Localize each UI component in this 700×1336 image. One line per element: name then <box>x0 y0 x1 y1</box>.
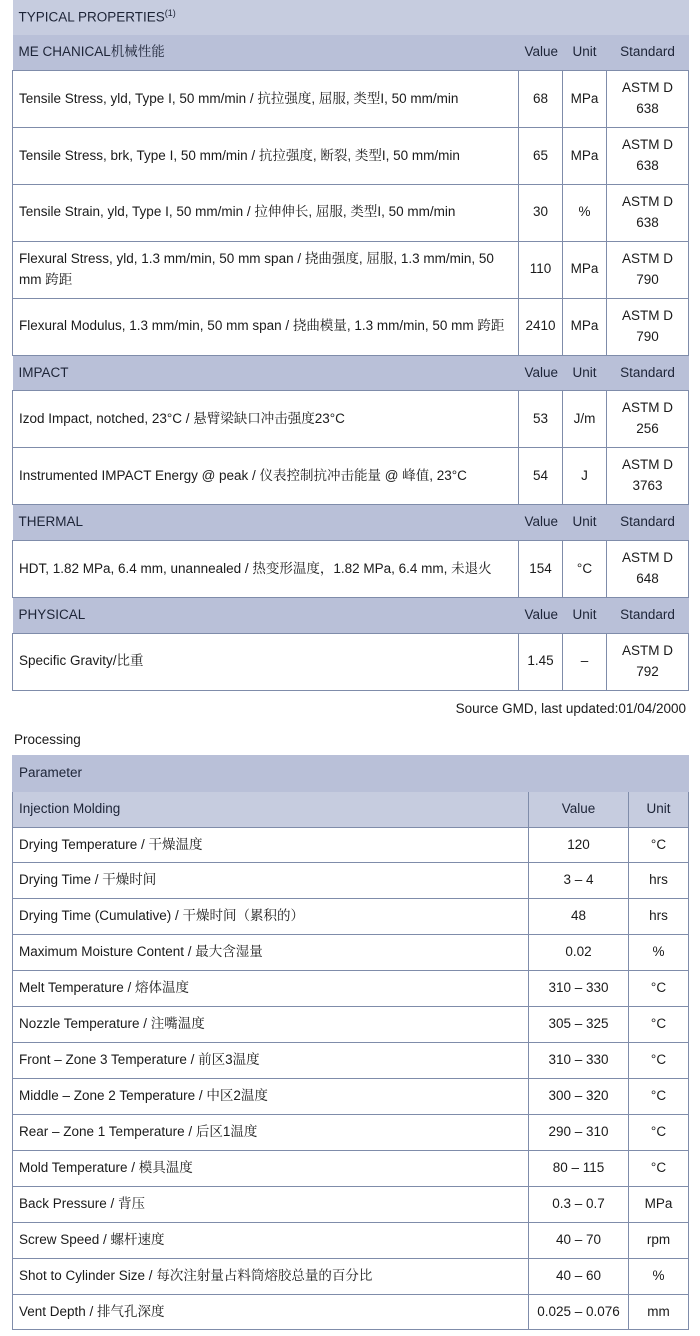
processing-subheader-row <box>13 791 689 827</box>
property-unit: % <box>563 185 607 242</box>
processing-parameter: Back Pressure / 背压 <box>13 1186 529 1222</box>
section-name-physical: PHYSICAL <box>13 597 519 633</box>
table-row <box>13 1222 689 1258</box>
processing-value: 120 <box>529 827 629 863</box>
typical-properties-title-superscript: (1) <box>164 8 176 18</box>
column-header-value: Value <box>519 597 563 633</box>
typical-properties-title-text: TYPICAL PROPERTIES <box>18 9 165 25</box>
processing-parameter: Middle – Zone 2 Temperature / 中区2温度 <box>13 1079 529 1115</box>
processing-unit: rpm <box>629 1222 689 1258</box>
processing-parameter: Drying Temperature / 干燥温度 <box>13 827 529 863</box>
section-header-impact <box>13 355 689 391</box>
processing-unit: °C <box>629 1114 689 1150</box>
processing-unit: hrs <box>629 899 689 935</box>
processing-subheader-name: Injection Molding <box>13 791 529 827</box>
column-header-unit: Unit <box>563 355 607 391</box>
property-value: 1.45 <box>519 633 563 690</box>
processing-value: 290 – 310 <box>529 1114 629 1150</box>
processing-value: 300 – 320 <box>529 1079 629 1115</box>
table-row <box>13 1258 689 1294</box>
property-name: Tensile Stress, yld, Type I, 50 mm/min / 抗拉强度, 屈服, 类型I, 50 mm/min <box>13 71 519 128</box>
property-value: 53 <box>519 391 563 448</box>
property-name: Tensile Strain, yld, Type I, 50 mm/min / 拉伸伸长, 屈服, 类型I, 50 mm/min <box>13 185 519 242</box>
table-row <box>13 185 689 242</box>
table-row <box>13 1294 689 1330</box>
processing-value: 310 – 330 <box>529 971 629 1007</box>
property-value: 30 <box>519 185 563 242</box>
table-row <box>13 1150 689 1186</box>
typical-properties-title <box>13 0 689 35</box>
section-header-physical <box>13 597 689 633</box>
processing-value: 0.02 <box>529 935 629 971</box>
processing-value: 310 – 330 <box>529 1043 629 1079</box>
table-row <box>13 1186 689 1222</box>
property-standard: ASTM D 256 <box>607 391 689 448</box>
processing-unit: hrs <box>629 863 689 899</box>
processing-subheader-unit: Unit <box>629 791 689 827</box>
processing-value: 3 – 4 <box>529 863 629 899</box>
property-value: 65 <box>519 128 563 185</box>
table-row <box>13 128 689 185</box>
source-note: Source GMD, last updated:01/04/2000 <box>455 700 686 716</box>
column-header-standard: Standard <box>607 597 689 633</box>
processing-parameter: Nozzle Temperature / 注嘴温度 <box>13 1007 529 1043</box>
property-name: Instrumented IMPACT Energy @ peak / 仪表控制抗冲击能量 @ 峰值, 23°C <box>13 448 519 505</box>
processing-value: 80 – 115 <box>529 1150 629 1186</box>
property-name: Flexural Modulus, 1.3 mm/min, 50 mm span / 挠曲模量, 1.3 mm/min, 50 mm 跨距 <box>13 298 519 355</box>
column-header-standard: Standard <box>607 355 689 391</box>
table-row <box>13 541 689 598</box>
property-unit: – <box>563 633 607 690</box>
column-header-standard: Standard <box>607 505 689 541</box>
typical-properties-title-row <box>13 0 689 35</box>
processing-value: 48 <box>529 899 629 935</box>
processing-unit: °C <box>629 1079 689 1115</box>
column-header-standard: Standard <box>607 35 689 70</box>
property-standard: ASTM D 3763 <box>607 448 689 505</box>
processing-unit: mm <box>629 1294 689 1330</box>
table-row <box>13 971 689 1007</box>
processing-body <box>13 755 689 1330</box>
table-row <box>13 71 689 128</box>
processing-parameter: Mold Temperature / 模具温度 <box>13 1150 529 1186</box>
property-unit: MPa <box>563 71 607 128</box>
processing-unit: °C <box>629 971 689 1007</box>
property-unit: J/m <box>563 391 607 448</box>
processing-subheader-value: Value <box>529 791 629 827</box>
table-row <box>13 391 689 448</box>
processing-parameter: Melt Temperature / 熔体温度 <box>13 971 529 1007</box>
table-row <box>13 633 689 690</box>
property-name: Flexural Stress, yld, 1.3 mm/min, 50 mm span / 挠曲强度, 屈服, 1.3 mm/min, 50 mm 跨距 <box>13 241 519 298</box>
processing-value: 305 – 325 <box>529 1007 629 1043</box>
property-value: 110 <box>519 241 563 298</box>
table-row <box>13 241 689 298</box>
processing-section-label: Processing <box>14 731 81 747</box>
property-name: Specific Gravity/比重 <box>13 633 519 690</box>
processing-parameter: Shot to Cylinder Size / 每次注射量占料筒熔胶总量的百分比 <box>13 1258 529 1294</box>
processing-value: 0.3 – 0.7 <box>529 1186 629 1222</box>
property-standard: ASTM D 790 <box>607 241 689 298</box>
processing-unit: MPa <box>629 1186 689 1222</box>
processing-parameter: Screw Speed / 螺杆速度 <box>13 1222 529 1258</box>
section-name-mechanical: ME CHANICAL机械性能 <box>13 35 519 70</box>
processing-value: 0.025 – 0.076 <box>529 1294 629 1330</box>
property-unit: °C <box>563 541 607 598</box>
processing-value: 40 – 70 <box>529 1222 629 1258</box>
property-standard: ASTM D 648 <box>607 541 689 598</box>
processing-unit: % <box>629 1258 689 1294</box>
column-header-unit: Unit <box>563 505 607 541</box>
table-row <box>13 298 689 355</box>
processing-parameter-header: Parameter <box>13 755 689 791</box>
column-header-value: Value <box>519 505 563 541</box>
property-value: 154 <box>519 541 563 598</box>
property-standard: ASTM D 790 <box>607 298 689 355</box>
processing-value: 40 – 60 <box>529 1258 629 1294</box>
processing-parameter: Front – Zone 3 Temperature / 前区3温度 <box>13 1043 529 1079</box>
processing-unit: °C <box>629 1007 689 1043</box>
table-row <box>13 863 689 899</box>
property-unit: J <box>563 448 607 505</box>
table-row <box>13 1114 689 1150</box>
table-row <box>13 899 689 935</box>
typical-properties-body <box>13 0 689 690</box>
property-name: Izod Impact, notched, 23°C / 悬臂梁缺口冲击强度23°C <box>13 391 519 448</box>
property-unit: MPa <box>563 241 607 298</box>
processing-parameter: Drying Time (Cumulative) / 干燥时间（累积的） <box>13 899 529 935</box>
table-row <box>13 1079 689 1115</box>
table-row <box>13 827 689 863</box>
processing-unit: °C <box>629 1150 689 1186</box>
section-header-thermal <box>13 505 689 541</box>
column-header-unit: Unit <box>563 35 607 70</box>
property-standard: ASTM D 638 <box>607 71 689 128</box>
table-row <box>13 935 689 971</box>
property-standard: ASTM D 792 <box>607 633 689 690</box>
property-value: 54 <box>519 448 563 505</box>
property-unit: MPa <box>563 128 607 185</box>
property-name: Tensile Stress, brk, Type I, 50 mm/min / 抗拉强度, 断裂, 类型I, 50 mm/min <box>13 128 519 185</box>
column-header-value: Value <box>519 355 563 391</box>
column-header-unit: Unit <box>563 597 607 633</box>
section-header-mechanical <box>13 35 689 70</box>
property-unit: MPa <box>563 298 607 355</box>
section-name-impact: IMPACT <box>13 355 519 391</box>
property-value: 2410 <box>519 298 563 355</box>
processing-parameter: Rear – Zone 1 Temperature / 后区1温度 <box>13 1114 529 1150</box>
processing-parameter: Maximum Moisture Content / 最大含湿量 <box>13 935 529 971</box>
column-header-value: Value <box>519 35 563 70</box>
typical-properties-table <box>12 0 689 691</box>
processing-unit: °C <box>629 827 689 863</box>
property-name: HDT, 1.82 MPa, 6.4 mm, unannealed / 热变形温度，1.82 MPa, 6.4 mm, 未退火 <box>13 541 519 598</box>
section-name-thermal: THERMAL <box>13 505 519 541</box>
processing-parameter: Drying Time / 干燥时间 <box>13 863 529 899</box>
property-value: 68 <box>519 71 563 128</box>
processing-unit: % <box>629 935 689 971</box>
processing-header-row <box>13 755 689 791</box>
processing-table <box>12 755 689 1331</box>
table-row <box>13 1043 689 1079</box>
property-standard: ASTM D 638 <box>607 185 689 242</box>
processing-unit: °C <box>629 1043 689 1079</box>
table-row <box>13 1007 689 1043</box>
table-row <box>13 448 689 505</box>
processing-parameter: Vent Depth / 排气孔深度 <box>13 1294 529 1330</box>
property-standard: ASTM D 638 <box>607 128 689 185</box>
